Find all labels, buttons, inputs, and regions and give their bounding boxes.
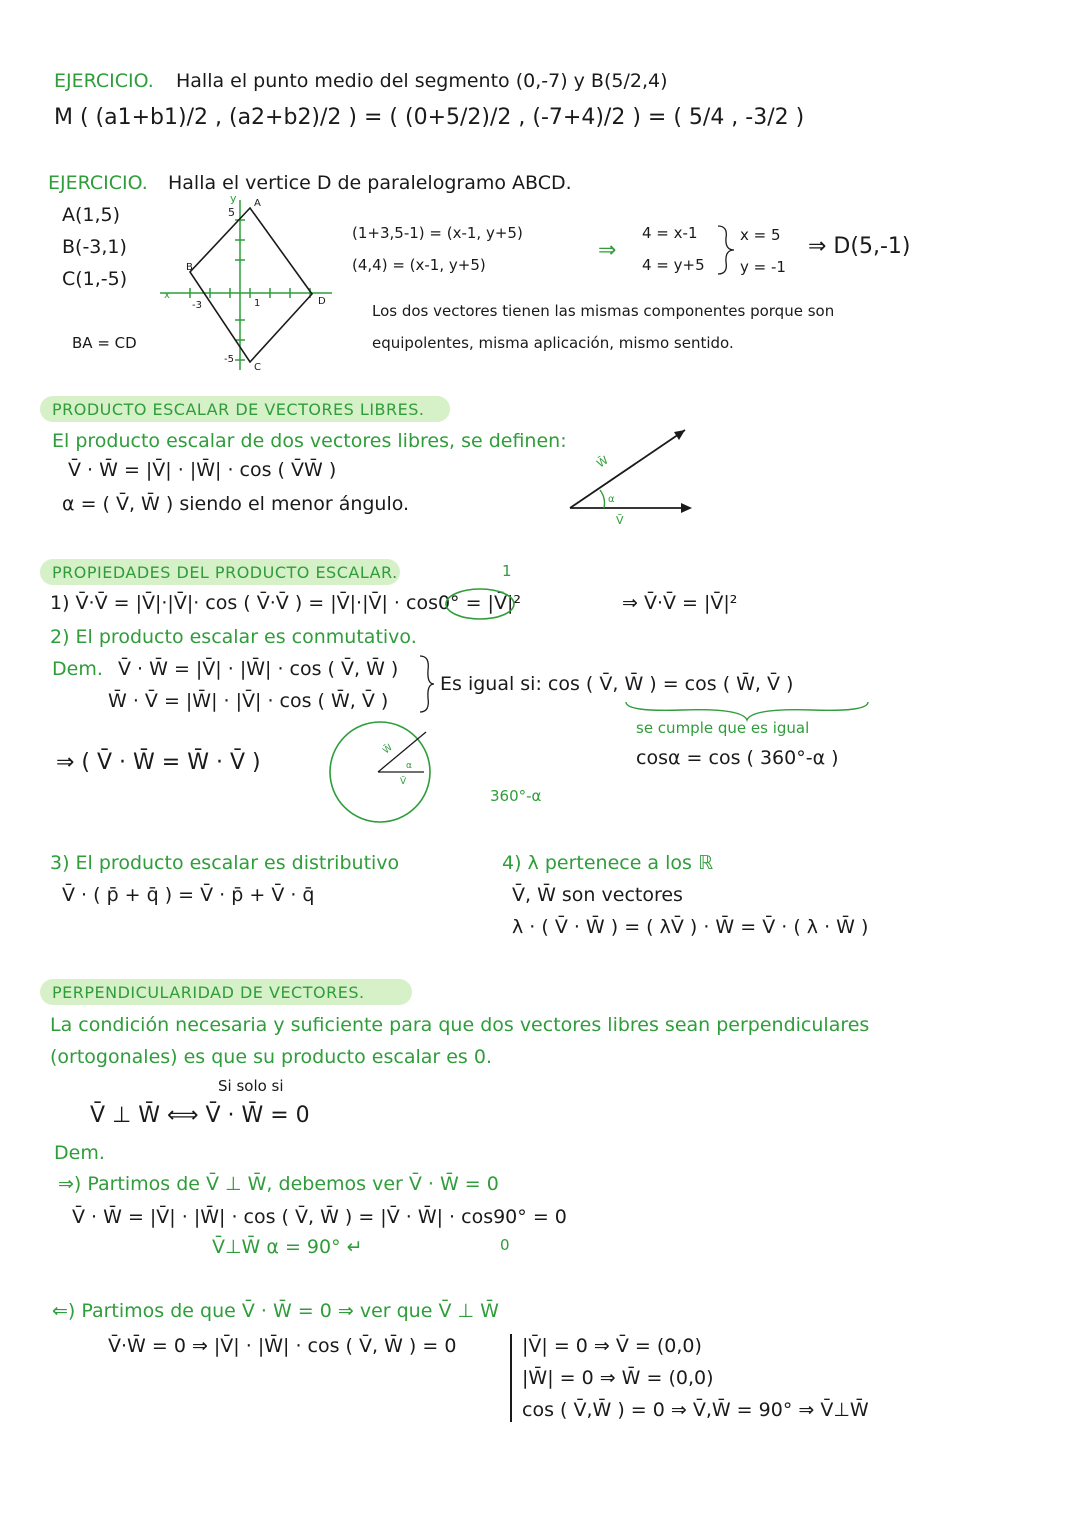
ex2-note2: equipolentes, misma aplicación, mismo sentido. (372, 334, 734, 352)
prop4-formula: λ · ( V̄ · W̄ ) = ( λV̄ ) · W̄ = V̄ · ( λ · W̄ ) (512, 916, 869, 938)
graph-minus-three: -3 (192, 300, 202, 311)
circle-w: W̄ (381, 742, 395, 757)
fig-v: V̄ (616, 514, 624, 527)
ex2-result: ⇒ D(5,-1) (808, 234, 911, 259)
scalar-formula: V̄ · W̄ = |V̄| · |W̄| · cos ( V̄W̄ ) (68, 459, 337, 481)
scalar-def: El producto escalar de dos vectores libres, se definen: (52, 430, 567, 452)
conclusion: ⇒ ( V̄ · W̄ = W̄ · V̄ ) (56, 750, 261, 775)
dem-brace (418, 652, 436, 716)
perp-def2: (ortogonales) es que su producto escalar es 0. (50, 1046, 493, 1068)
perp-c3: cos ( V̄,W̄ ) = 0 ⇒ V̄,W̄ = 90° ⇒ V̄⊥W̄ (522, 1399, 869, 1421)
prop4: 4) λ pertenece a los ℝ (502, 852, 714, 874)
scalar-heading: PRODUCTO ESCALAR DE VECTORES LIBRES. (52, 400, 425, 419)
dem1: V̄ · W̄ = |V̄| · |W̄| · cos ( V̄, W̄ ) (118, 658, 399, 680)
point-b: B(-3,1) (62, 236, 127, 258)
perp-b1: ⇐) Partimos de que V̄ · W̄ = 0 ⇒ ver que V̄ ⊥ W̄ (52, 1300, 499, 1322)
props-heading: PROPIEDADES DEL PRODUCTO ESCALAR. (52, 563, 398, 582)
equal-if: Es igual si: cos ( V̄, W̄ ) = cos ( W̄, V̄ ) (440, 673, 794, 695)
angle-figure (560, 420, 700, 530)
implies-arrow: ⇒ (598, 238, 617, 263)
system-brace (716, 222, 736, 278)
circle-v: V̄ (400, 777, 407, 787)
scalar-alpha: α = ( V̄, W̄ ) siendo el menor ángulo. (62, 493, 410, 515)
prop1-result: ⇒ V̄·V̄ = |V̄|² (622, 592, 738, 614)
ex2-sys1: 4 = x-1 (642, 224, 698, 242)
perp-iff: V̄ ⊥ W̄ ⟺ V̄ · W̄ = 0 (90, 1103, 310, 1128)
perp-heading: PERPENDICULARIDAD DE VECTORES. (52, 983, 365, 1002)
prop2: 2) El producto escalar es conmutativo. (50, 626, 417, 648)
ex2-sol2: y = -1 (740, 258, 786, 276)
point-c: C(1,-5) (62, 268, 128, 290)
prop3-formula: V̄ · ( p̄ + q̄ ) = V̄ · p̄ + V̄ · q̄ (62, 884, 315, 906)
prop1: 1) V̄·V̄ = |V̄|·|V̄|· cos ( V̄·V̄ ) = |V̄|·|V̄| · cos0° = |V̄|² (50, 592, 521, 614)
one-note: 1 (502, 562, 512, 580)
circle-alpha: α (406, 761, 412, 771)
graph-x-label: x (164, 290, 170, 301)
ex1-statement: Halla el punto medio del segmento (0,-7) y B(5/2,4) (176, 70, 668, 92)
cos90-zero: 0 (500, 1236, 510, 1254)
perp-c1: |V̄| = 0 ⇒ V̄ = (0,0) (522, 1335, 702, 1357)
perp-c2: |W̄| = 0 ⇒ W̄ = (0,0) (522, 1367, 714, 1389)
case-divider (510, 1334, 512, 1422)
perp-f3: V̄⊥W̄ α = 90° ↵ (212, 1236, 363, 1258)
ex1-formula: M ( (a1+b1)/2 , (a2+b2)/2 ) = ( (0+5/2)/2 , (-7+4)/2 ) = ( 5/4 , -3/2 ) (54, 105, 805, 130)
graph-y-label: y (230, 192, 237, 205)
perp-b2: V̄·W̄ = 0 ⇒ |V̄| · |W̄| · cos ( V̄, W̄ ) = 0 (108, 1335, 457, 1357)
ex2-eq1: (1+3,5-1) = (x-1, y+5) (352, 224, 523, 242)
ex2-note1: Los dos vectores tienen las mismas componentes porque son (372, 302, 835, 320)
angle-360: 360°-α (490, 787, 542, 805)
graph-five: 5 (228, 206, 235, 219)
dem2: W̄ · V̄ = |W̄| · |V̄| · cos ( W̄, V̄ ) (108, 690, 389, 712)
vector-equation: BA = CD (72, 334, 137, 352)
ex2-sol1: x = 5 (740, 226, 781, 244)
circle-figure (326, 720, 436, 824)
ex2-title: EJERCICIO. (48, 172, 148, 194)
se-cumple: se cumple que es igual (636, 719, 810, 737)
parallelogram-graph (150, 190, 340, 380)
iff-note: Si solo si (218, 1077, 284, 1095)
graph-b: B (186, 262, 193, 273)
cos0-circle (444, 586, 516, 622)
ex2-sys2: 4 = y+5 (642, 256, 705, 274)
perp-def1: La condición necesaria y suficiente para que dos vectores libres sean perpendiculares (50, 1014, 870, 1036)
perp-f1: ⇒) Partimos de V̄ ⊥ W̄, debemos ver V̄ · W̄ = 0 (58, 1173, 499, 1195)
fig-alpha: α (608, 494, 615, 505)
graph-one: 1 (254, 298, 261, 309)
prop4-b: V̄, W̄ son vectores (512, 884, 683, 906)
point-a: A(1,5) (62, 204, 121, 226)
ex2-eq2: (4,4) = (x-1, y+5) (352, 256, 486, 274)
ex1-title: EJERCICIO. (54, 70, 154, 92)
graph-c: C (254, 362, 261, 373)
cos-eq: cosα = cos ( 360°-α ) (636, 747, 839, 769)
dem-label: Dem. (52, 658, 103, 680)
fig-w: W̄ (594, 453, 611, 471)
graph-a: A (254, 198, 261, 209)
graph-d: D (318, 296, 326, 307)
perp-dem: Dem. (54, 1142, 105, 1164)
graph-minus-five: -5 (224, 354, 234, 365)
perp-f2: V̄ · W̄ = |V̄| · |W̄| · cos ( V̄, W̄ ) = |V̄ · W̄| · cos90° = 0 (72, 1206, 567, 1228)
prop3: 3) El producto escalar es distributivo (50, 852, 400, 874)
ex2-statement: Halla el vertice D de paralelogramo ABCD. (168, 172, 572, 194)
